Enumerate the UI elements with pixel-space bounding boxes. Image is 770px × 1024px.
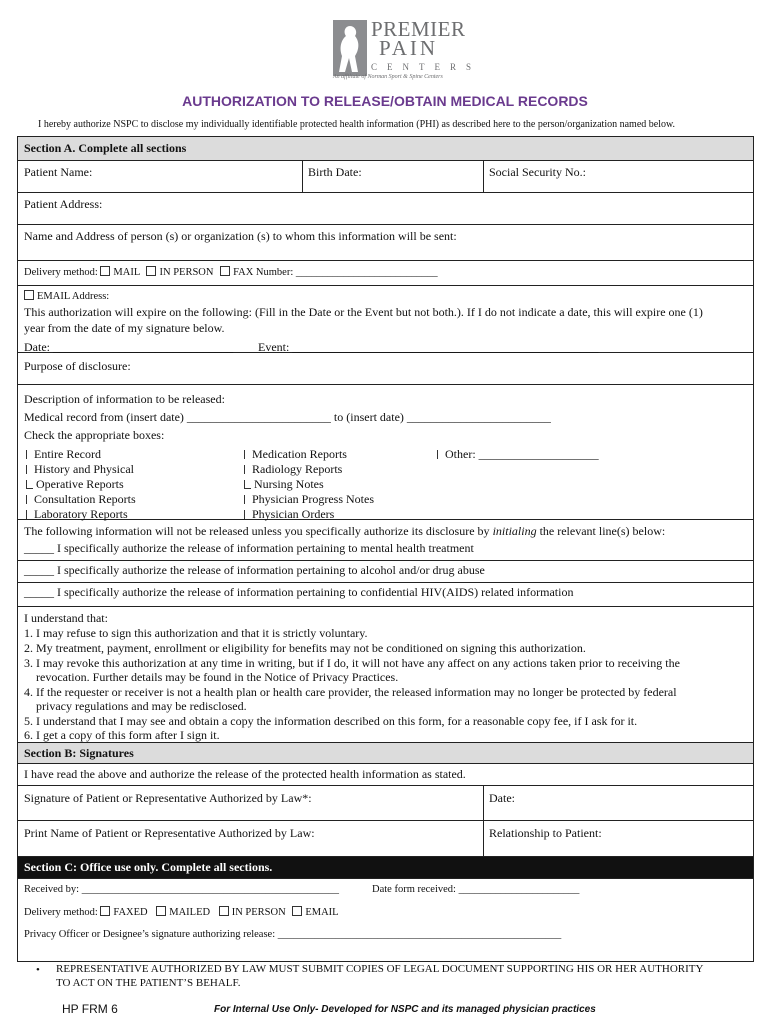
representative-note-line-1: REPRESENTATIVE AUTHORIZED BY LAW MUST SUBMIT COPIES OF LEGAL DOCUMENT SUPPORTING HIS OR HER AUTHORITY (56, 963, 704, 975)
in-person-label: IN PERSON (159, 267, 214, 278)
representative-note-line-2: TO ACT ON THE PATIENT’S BEHALF. (56, 977, 241, 989)
special-hiv-aids[interactable]: _____ I specifically authorize the release of information pertaining to confidential HIV(AIDS) related information (24, 585, 574, 599)
understand-item-5: 5. I understand that I may see and obtain a copy the information described on this form, for a reasonable copy fee, if I ask for it. (24, 714, 638, 728)
section-b-title: Section B: Signatures (24, 746, 134, 760)
medical-record-dates[interactable]: Medical record from (insert date) ________________________ to (insert date) ________________________ (24, 410, 551, 424)
birth-date-field[interactable]: Birth Date: (308, 165, 362, 179)
patient-address-field[interactable]: Patient Address: (24, 197, 103, 211)
patient-name-field[interactable]: Patient Name: (24, 165, 93, 179)
recipient-row (18, 225, 753, 261)
relationship-field[interactable]: Relationship to Patient: (489, 826, 602, 840)
understand-item-4a: 4. If the requester or receiver is not a health plan or health care provider, the released information may no longer be protected by federal (24, 685, 677, 699)
understand-item-3a: 3. I may revoke this authorization at any time in writing, but if I do, it will not have any affect on any actions taken prior to receiving the (24, 656, 680, 670)
internal-use-note: For Internal Use Only- Developed for NSPC and its managed physician practices (214, 1004, 596, 1015)
mailed-checkbox[interactable] (156, 906, 166, 916)
purpose-field[interactable]: Purpose of disclosure: (24, 359, 131, 373)
date-received-field[interactable]: Date form received: _______________________ (372, 884, 580, 895)
in-person-checkbox[interactable] (146, 266, 156, 276)
logo-tagline: An affiliate of Norman Sport & Spine Centers (333, 74, 443, 80)
section-b-header (18, 743, 753, 764)
option-laboratory-reports[interactable]: Laboratory Reports (26, 507, 128, 522)
delivery-method-label: Delivery method: (24, 267, 98, 278)
signature-date-field[interactable]: Date: (489, 791, 515, 805)
signature-field[interactable]: Signature of Patient or Representative Authorized by Law*: (24, 791, 312, 805)
expire-event-field[interactable]: Event: ___________________________________________________ (258, 340, 599, 354)
delivery-expiry-row (18, 261, 753, 353)
logo-figure-icon (333, 20, 367, 76)
bullet-icon: • (36, 964, 40, 976)
logo-word-premier: PREMIER (371, 17, 466, 41)
premier-pain-centers-logo (333, 17, 482, 82)
option-operative-reports[interactable]: Operative Reports (26, 477, 124, 492)
purpose-row (18, 353, 753, 385)
logo-word-pain: PAIN (379, 36, 439, 60)
option-radiology-reports[interactable]: Radiology Reports (244, 462, 342, 477)
office-in-person-checkbox[interactable] (219, 906, 229, 916)
section-c-title: Section C: Office use only. Complete all sections. (24, 860, 273, 874)
office-delivery-label: Delivery method: (24, 907, 98, 918)
form-number: HP FRM 6 (62, 1002, 118, 1016)
section-a-title: Section A. Complete all sections (24, 141, 187, 155)
expire-text-1: This authorization will expire on the following: (Fill in the Date or the Event but not both.). If I do not indicate a date, this will expire one (1) (24, 305, 703, 319)
faxed-checkbox[interactable] (100, 906, 110, 916)
section-c-header (18, 857, 753, 879)
representative-note (36, 962, 740, 990)
option-consultation-reports[interactable]: Consultation Reports (26, 492, 136, 507)
special-intro: The following information will not be released unless you specifically authorize its disclosure by initialing the relevant line(s) below: (24, 524, 666, 538)
option-entire-record[interactable]: Entire Record (26, 447, 101, 462)
understand-item-6: 6. I get a copy of this form after I sign it. (24, 728, 220, 742)
email-checkbox[interactable] (24, 290, 34, 300)
understand-item-4b: privacy regulations and may be redisclosed. (36, 699, 247, 713)
section-a-header (18, 137, 753, 161)
mail-checkbox[interactable] (100, 266, 110, 276)
print-name-row (18, 821, 753, 857)
logo-word-centers: CENTERS (371, 62, 482, 72)
privacy-officer-field[interactable]: Privacy Officer or Designee’s signature authorizing release: ______________________________________________________ (24, 929, 562, 940)
description-label: Description of information to be released: (24, 392, 225, 406)
option-other[interactable]: Other: ____________________ (437, 447, 599, 462)
delivery-method-row (24, 266, 438, 278)
check-boxes-label: Check the appropriate boxes: (24, 428, 165, 442)
signature-row (18, 786, 753, 821)
office-email-checkbox[interactable] (292, 906, 302, 916)
email-label: EMAIL Address: (37, 291, 110, 302)
option-physician-orders[interactable]: Physician Orders (244, 507, 334, 522)
office-use-row (18, 879, 753, 961)
mail-label: MAIL (113, 267, 140, 278)
form-title: AUTHORIZATION TO RELEASE/OBTAIN MEDICAL RECORDS (182, 93, 588, 109)
email-option (24, 290, 109, 302)
patient-info-row (18, 161, 753, 193)
option-physician-progress-notes[interactable]: Physician Progress Notes (244, 492, 374, 507)
fax-label: FAX Number: ___________________________ (233, 267, 438, 278)
understand-item-1: 1. I may refuse to sign this authorization and that it is strictly voluntary. (24, 626, 368, 640)
office-email-label: EMAIL (305, 907, 339, 918)
special-authorization-row (18, 520, 753, 607)
special-mental-health[interactable]: _____ I specifically authorize the release of information pertaining to mental health treatment (24, 541, 474, 555)
special-alcohol-drug[interactable]: _____ I specifically authorize the release of information pertaining to alcohol and/or drug abuse (24, 563, 485, 577)
ssn-field[interactable]: Social Security No.: (489, 165, 586, 179)
option-medication-reports[interactable]: Medication Reports (244, 447, 347, 462)
option-nursing-notes[interactable]: Nursing Notes (244, 477, 324, 492)
print-name-field[interactable]: Print Name of Patient or Representative Authorized by Law: (24, 826, 315, 840)
expire-date-field[interactable]: Date: ______________________________ (24, 340, 233, 354)
office-in-person-label: IN PERSON (231, 907, 286, 918)
intro-statement: I hereby authorize NSPC to disclose my individually identifiable protected health information (PHI) as described here to the person/organization named below. (38, 119, 676, 130)
read-authorize-text: I have read the above and authorize the release of the protected health information as stated. (24, 767, 466, 781)
faxed-label: FAXED (113, 907, 148, 918)
read-authorize-row (18, 764, 753, 786)
mailed-label: MAILED (169, 907, 211, 918)
received-by-field[interactable]: Received by: _________________________________________________ (24, 884, 339, 895)
understand-label: I understand that: (24, 611, 108, 625)
description-row (18, 385, 753, 520)
office-delivery-row (24, 906, 339, 918)
understand-row (18, 607, 753, 743)
expire-text-2: year from the date of my signature below. (24, 321, 225, 335)
authorization-form (17, 136, 754, 962)
recipient-field[interactable]: Name and Address of person (s) or organization (s) to whom this information will be sent: (24, 229, 457, 243)
understand-item-2: 2. My treatment, payment, enrollment or eligibility for benefits may not be conditioned on signing this authorization. (24, 641, 586, 655)
patient-address-row (18, 193, 753, 225)
option-history-physical[interactable]: History and Physical (26, 462, 134, 477)
fax-checkbox[interactable] (220, 266, 230, 276)
understand-item-3b: revocation. Further details may be found in the Notice of Privacy Practices. (36, 670, 399, 684)
